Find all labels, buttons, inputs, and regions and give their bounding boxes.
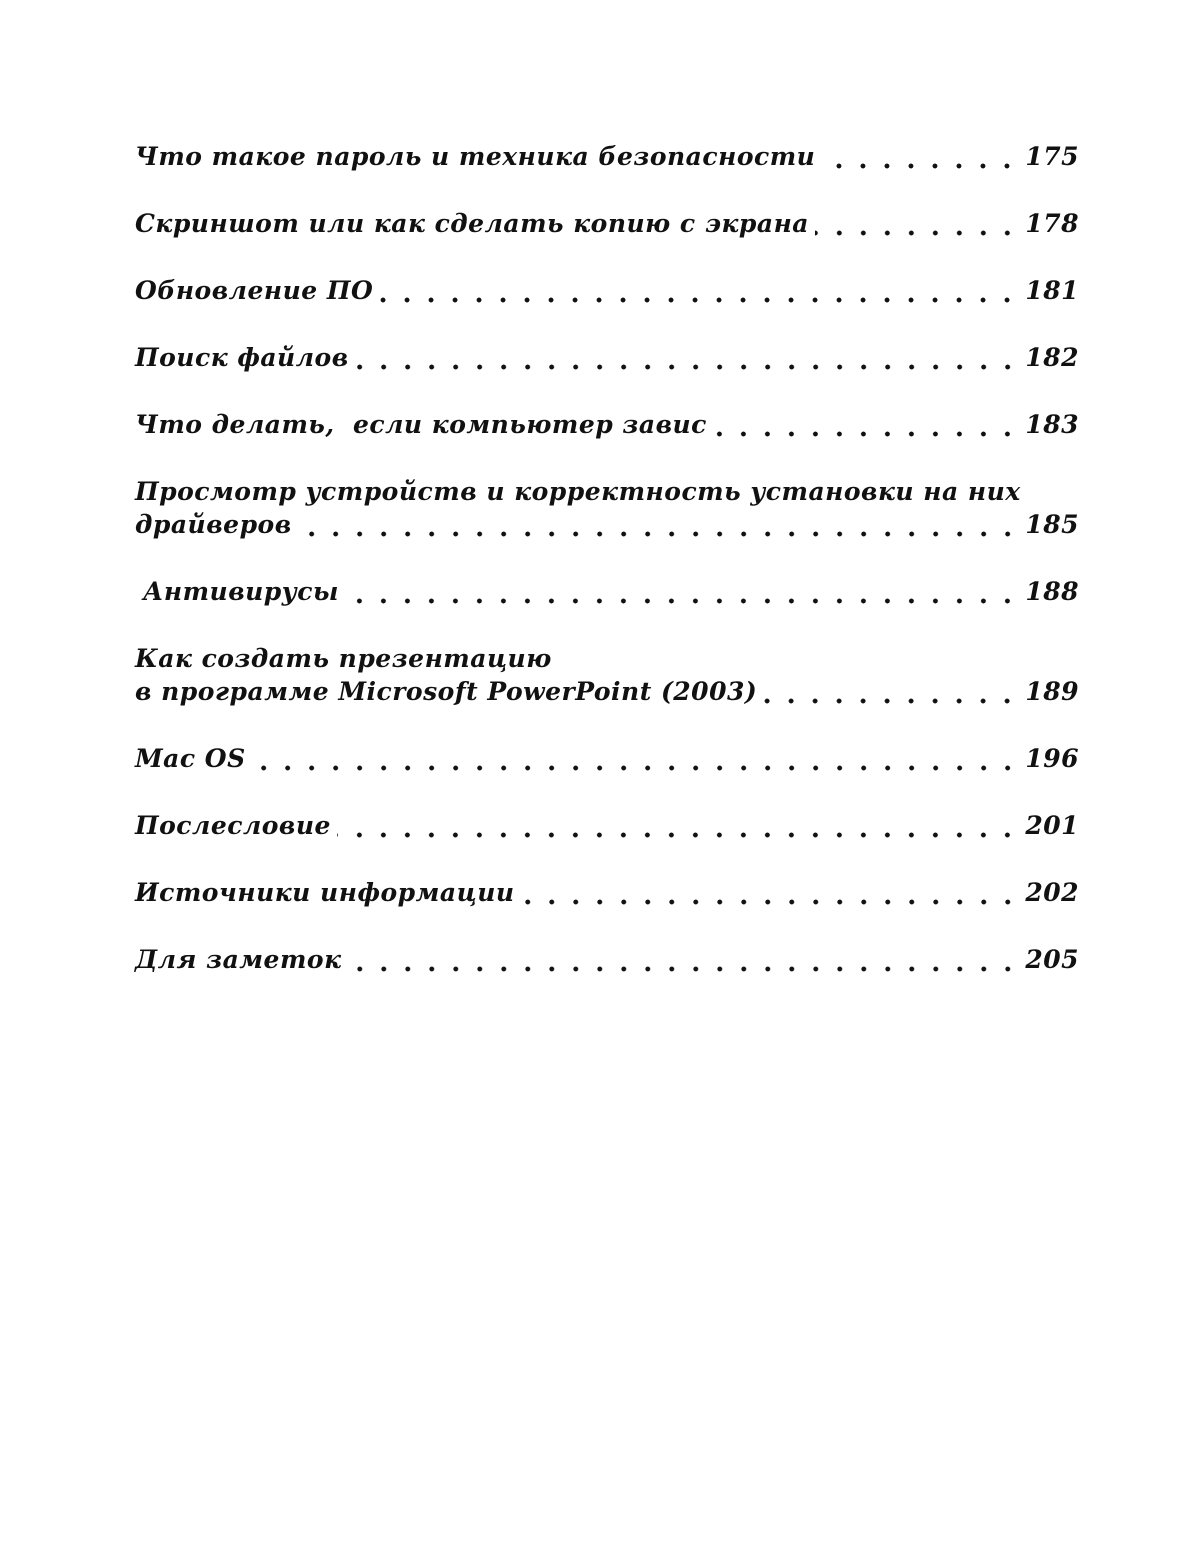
entry-page: 189 bbox=[1025, 677, 1079, 706]
dot-leader bbox=[521, 899, 1020, 905]
entry-title: Что делать, если компьютер завис bbox=[135, 410, 707, 439]
entry-page: 196 bbox=[1025, 744, 1079, 773]
entry-page: 183 bbox=[1025, 410, 1079, 439]
dot-leader bbox=[355, 364, 1020, 370]
entry-title: Что такое пароль и техника безопасности bbox=[135, 142, 816, 171]
dot-leader bbox=[821, 163, 1019, 169]
entry-title: Обновление ПО bbox=[135, 276, 374, 305]
entry-page: 178 bbox=[1025, 209, 1079, 238]
entry-page: 182 bbox=[1025, 343, 1079, 372]
dot-leader bbox=[713, 431, 1019, 437]
dot-leader bbox=[348, 966, 1020, 972]
toc-entry bbox=[135, 642, 1079, 708]
toc-entry bbox=[135, 475, 1079, 541]
entry-title-line1: Просмотр устройств и корректность установки на них bbox=[135, 477, 1021, 506]
entry-title: Mac OS bbox=[135, 744, 246, 773]
toc-entry bbox=[135, 575, 1079, 608]
entry-page: 175 bbox=[1025, 142, 1079, 171]
toc-entry bbox=[135, 876, 1079, 909]
dot-leader bbox=[815, 230, 1019, 236]
entry-title: Для заметок bbox=[135, 945, 342, 974]
dot-leader bbox=[379, 297, 1019, 303]
dot-leader bbox=[298, 531, 1020, 537]
dot-leader bbox=[252, 765, 1020, 771]
table-of-contents bbox=[135, 140, 1079, 976]
entry-page: 188 bbox=[1025, 577, 1079, 606]
entry-title: в программе Microsoft PowerPoint (2003) bbox=[135, 677, 758, 706]
entry-title: Послесловие bbox=[135, 811, 331, 840]
entry-title: драйверов bbox=[135, 510, 292, 539]
toc-entry bbox=[135, 274, 1079, 307]
entry-title: Источники информации bbox=[135, 878, 515, 907]
entry-page: 202 bbox=[1025, 878, 1079, 907]
dot-leader bbox=[345, 598, 1019, 604]
entry-page: 201 bbox=[1025, 811, 1079, 840]
toc-entry bbox=[135, 943, 1079, 976]
toc-entry bbox=[135, 207, 1079, 240]
entry-title: Антивирусы bbox=[143, 577, 339, 606]
dot-leader bbox=[763, 698, 1019, 704]
toc-entry bbox=[135, 140, 1079, 173]
entry-title: Поиск файлов bbox=[135, 343, 349, 372]
toc-entry bbox=[135, 341, 1079, 374]
entry-page: 205 bbox=[1025, 945, 1079, 974]
entry-page: 185 bbox=[1025, 510, 1079, 539]
toc-entry bbox=[135, 809, 1079, 842]
toc-entry bbox=[135, 408, 1079, 441]
toc-entry bbox=[135, 742, 1079, 775]
entry-page: 181 bbox=[1025, 276, 1079, 305]
entry-title-line1: Как создать презентацию bbox=[135, 644, 552, 673]
dot-leader bbox=[337, 832, 1019, 838]
entry-title: Скриншот или как сделать копию с экрана bbox=[135, 209, 809, 238]
